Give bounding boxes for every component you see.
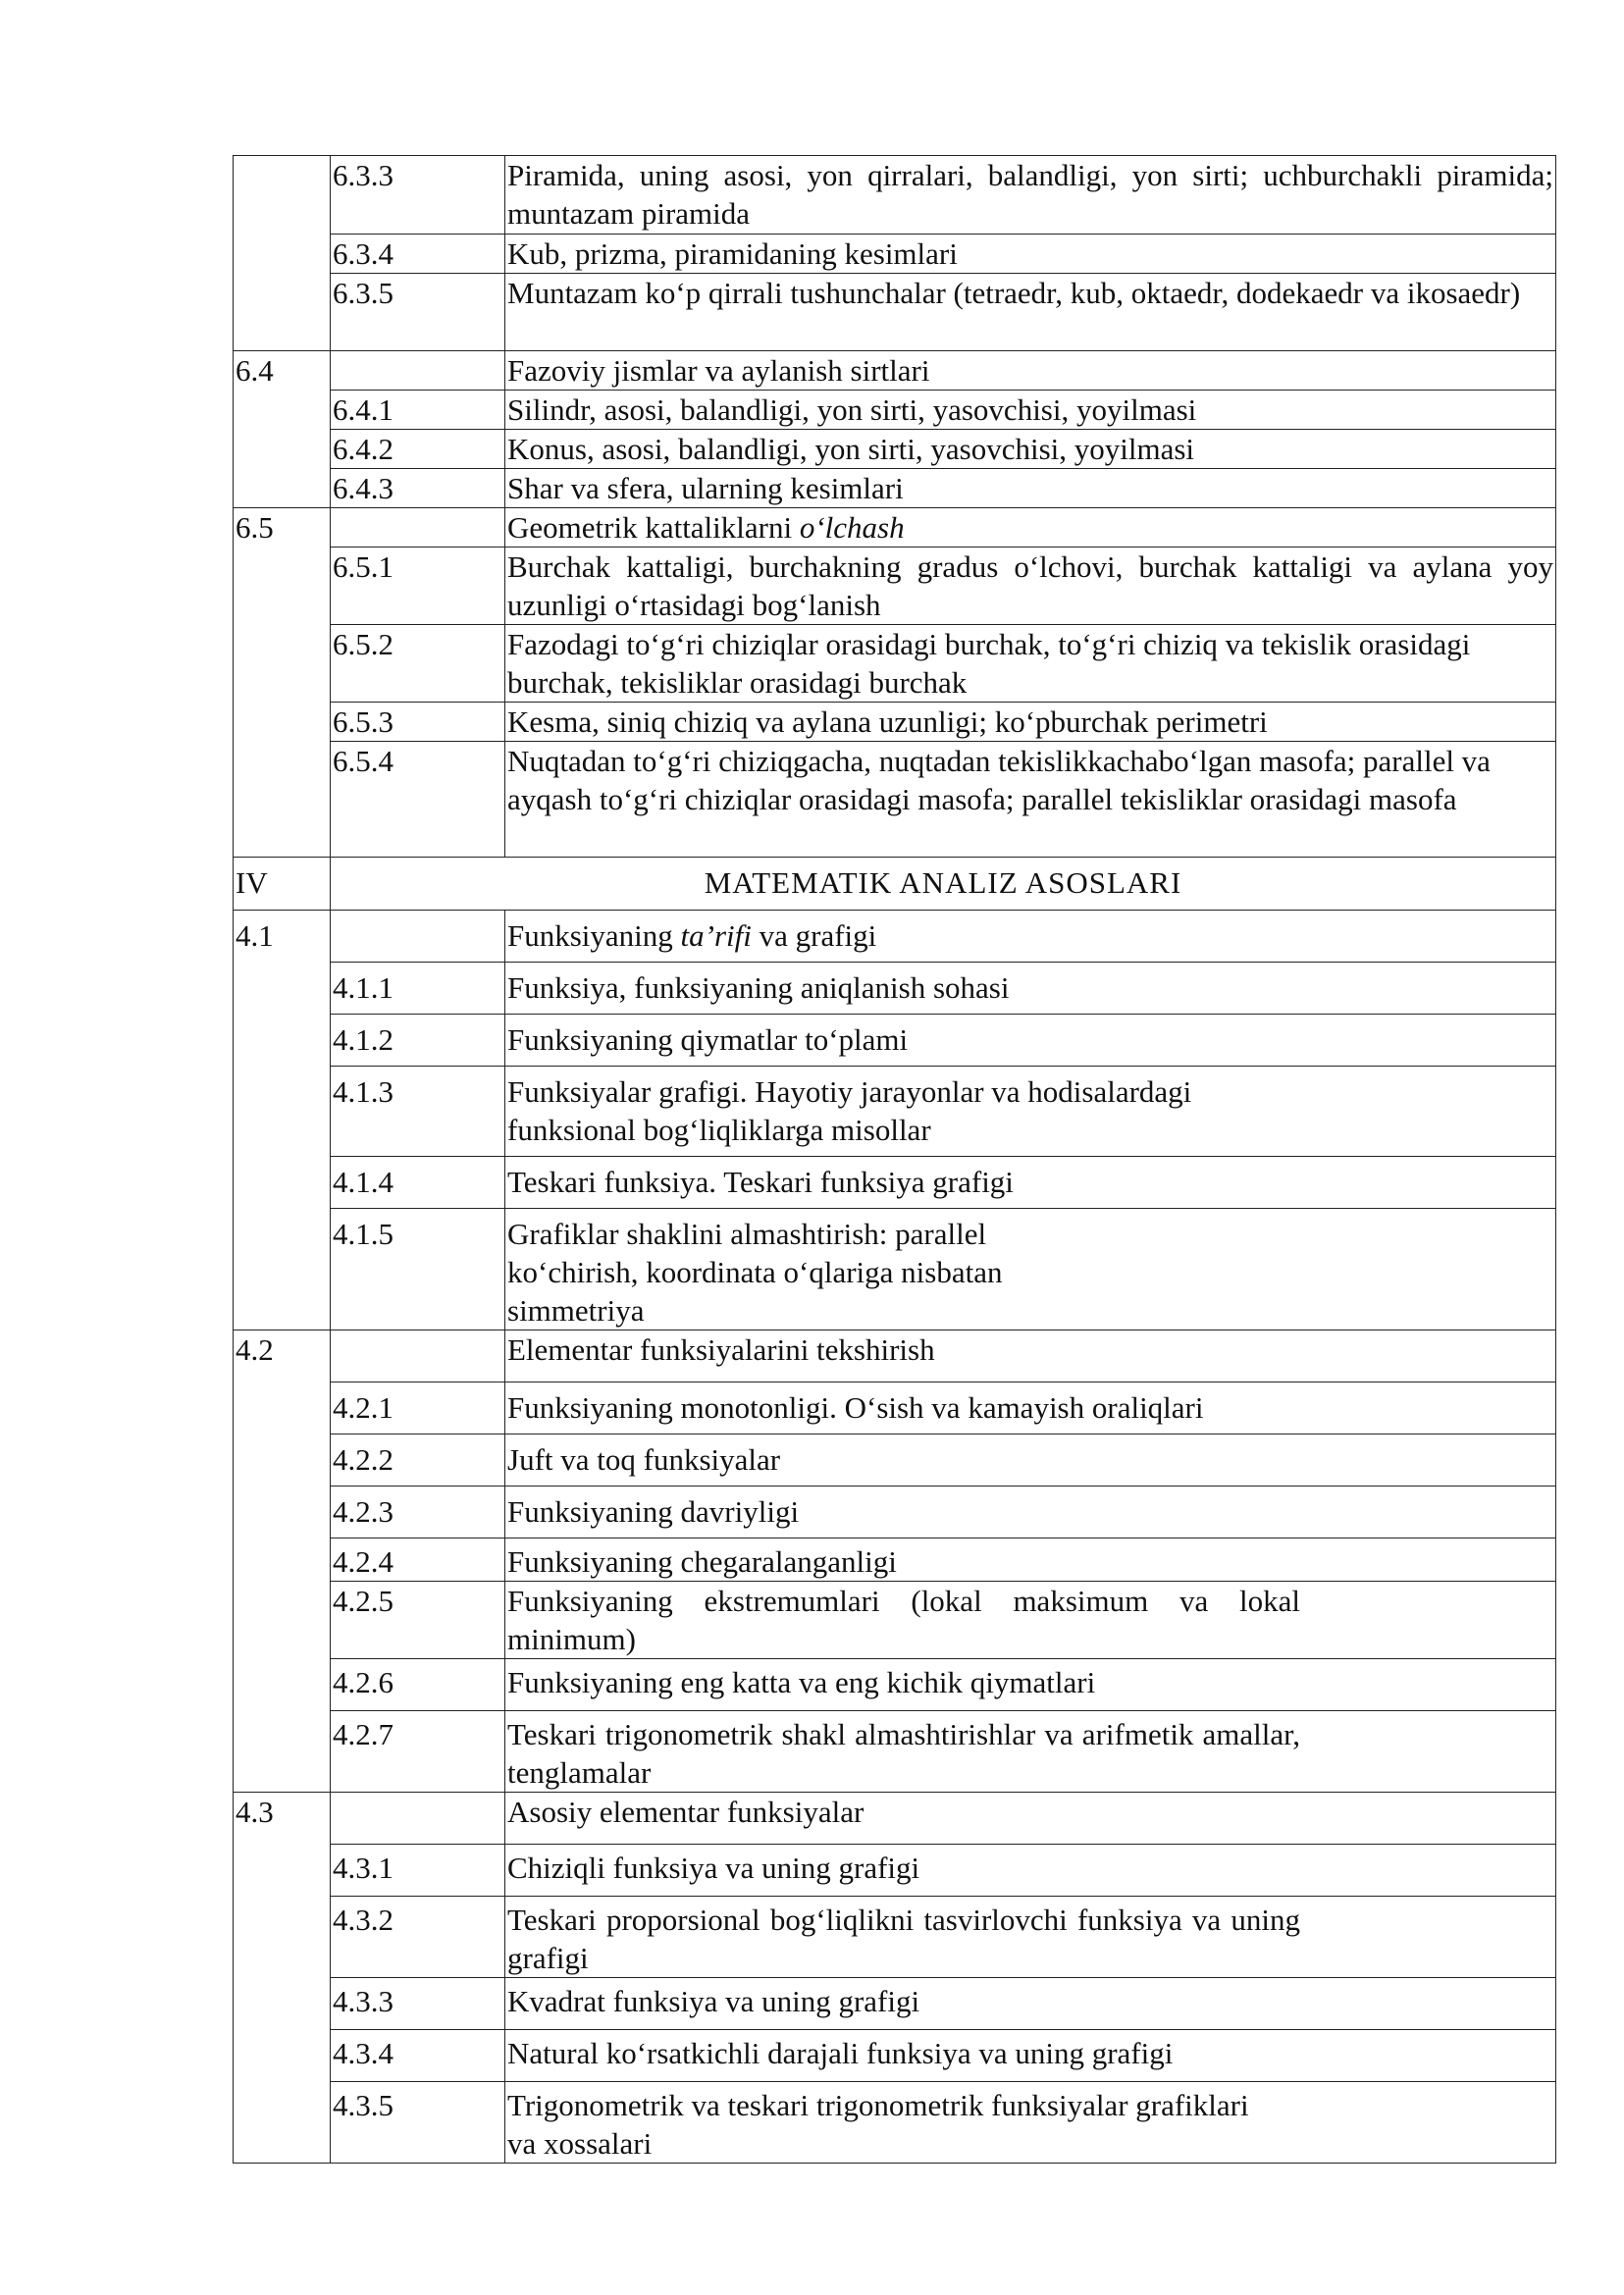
table-row bbox=[234, 156, 1556, 235]
text-cell: Funksiyaning eng katta va eng kichik qiymatlari bbox=[505, 1659, 1556, 1711]
text-cell: Konus, asosi, balandligi, yon sirti, yasovchisi, yoyilmasi bbox=[505, 430, 1556, 469]
table-row bbox=[234, 1157, 1556, 1209]
code-cell bbox=[331, 1793, 505, 1845]
text-cell: Teskari funksiya. Teskari funksiya grafigi bbox=[505, 1157, 1556, 1209]
code-cell: 4.2.7 bbox=[331, 1711, 505, 1793]
table-row bbox=[234, 508, 1556, 548]
text-cell: Fazoviy jismlar va aylanish sirtlari bbox=[505, 351, 1556, 391]
text-cell bbox=[505, 508, 1556, 548]
text-cell: Funksiyaning qiymatlar to‘plami bbox=[505, 1015, 1556, 1067]
text-cell: Nuqtadan to‘g‘ri chiziqgacha, nuqtadan tekislikkachabo‘lgan masofa; parallel va ayqash to‘g‘ri chiziqlar orasidagi masofa; parallel tekisliklar orasidagi masofa bbox=[505, 742, 1556, 858]
code-cell: 4.2.1 bbox=[331, 1382, 505, 1434]
table-row bbox=[234, 548, 1556, 625]
text-part: va grafigi bbox=[751, 918, 877, 953]
table-row bbox=[234, 274, 1556, 351]
text-cell: Asosiy elementar funksiyalar bbox=[505, 1793, 1556, 1845]
table-row bbox=[234, 430, 1556, 469]
table-row bbox=[234, 625, 1556, 703]
table-row bbox=[234, 1539, 1556, 1582]
curriculum-table bbox=[233, 155, 1556, 2164]
code-cell: 4.3.2 bbox=[331, 1897, 505, 1978]
table-row bbox=[234, 1659, 1556, 1711]
text-part-italic: ta’rifi bbox=[680, 918, 752, 953]
text-cell: Teskari proporsional bog‘liqlikni tasvirlovchi funksiya va uning grafigi bbox=[505, 1897, 1556, 1978]
text-cell: Trigonometrik va teskari trigonometrik funksiyalar grafiklari va xossalari bbox=[505, 2082, 1556, 2164]
code-cell: 4.2.6 bbox=[331, 1659, 505, 1711]
code-cell: 6.4.3 bbox=[331, 469, 505, 508]
text-cell: Natural ko‘rsatkichli darajali funksiya va uning grafigi bbox=[505, 2030, 1556, 2082]
table-row bbox=[234, 1067, 1556, 1157]
section-cell bbox=[234, 156, 331, 351]
section-cell: 6.4 bbox=[234, 351, 331, 508]
text-cell: Kub, prizma, piramidaning kesimlari bbox=[505, 235, 1556, 274]
table-row bbox=[234, 391, 1556, 430]
code-cell: 4.3.4 bbox=[331, 2030, 505, 2082]
text-cell: Silindr, asosi, balandligi, yon sirti, yasovchisi, yoyilmasi bbox=[505, 391, 1556, 430]
text-cell: Funksiyaning chegaralanganligi bbox=[505, 1539, 1556, 1582]
text-cell: Piramida, uning asosi, yon qirralari, balandligi, yon sirti; uchburchakli piramida; muntazam piramida bbox=[505, 156, 1556, 235]
table-row bbox=[234, 742, 1556, 858]
text-part: Geometrik kattaliklarni bbox=[507, 510, 800, 545]
table-row bbox=[234, 469, 1556, 508]
code-cell bbox=[331, 911, 505, 963]
table-row bbox=[234, 963, 1556, 1015]
text-cell: Funksiyaning ekstremumlari (lokal maksimum va lokal minimum) bbox=[505, 1582, 1556, 1659]
text-part-italic: o‘lchash bbox=[799, 510, 905, 545]
table-row bbox=[234, 2082, 1556, 2164]
table-row bbox=[234, 858, 1556, 911]
code-cell: 4.1.2 bbox=[331, 1015, 505, 1067]
text-cell: Teskari trigonometrik shakl almashtirishlar va arifmetik amallar, tenglamalar bbox=[505, 1711, 1556, 1793]
table-row bbox=[234, 1330, 1556, 1382]
code-cell: 4.1.1 bbox=[331, 963, 505, 1015]
code-cell: 6.5.2 bbox=[331, 625, 505, 703]
table-row bbox=[234, 703, 1556, 742]
code-cell bbox=[331, 1330, 505, 1382]
text-cell: Funksiya, funksiyaning aniqlanish sohasi bbox=[505, 963, 1556, 1015]
code-cell: 4.2.3 bbox=[331, 1487, 505, 1539]
table-row bbox=[234, 1434, 1556, 1487]
code-cell: 4.1.3 bbox=[331, 1067, 505, 1157]
code-cell bbox=[331, 351, 505, 391]
code-cell: 4.1.4 bbox=[331, 1157, 505, 1209]
section-cell: 4.3 bbox=[234, 1793, 331, 2164]
text-cell: Funksiyaning davriyligi bbox=[505, 1487, 1556, 1539]
text-cell: Kesma, siniq chiziq va aylana uzunligi; ko‘pburchak perimetri bbox=[505, 703, 1556, 742]
table-row bbox=[234, 1711, 1556, 1793]
text-cell: Burchak kattaligi, burchakning gradus o‘lchovi, burchak kattaligi va aylana yoy uzunligi o‘rtasidagi bog‘lanish bbox=[505, 548, 1556, 625]
text-cell: Chiziqli funksiya va uning grafigi bbox=[505, 1845, 1556, 1897]
code-cell: 6.3.5 bbox=[331, 274, 505, 351]
table-row bbox=[234, 911, 1556, 963]
code-cell: 6.4.1 bbox=[331, 391, 505, 430]
code-cell: 4.1.5 bbox=[331, 1209, 505, 1330]
text-cell: Funksiyaning monotonligi. O‘sish va kamayish oraliqlari bbox=[505, 1382, 1556, 1434]
code-cell: 4.3.5 bbox=[331, 2082, 505, 2164]
section-cell: 4.2 bbox=[234, 1330, 331, 1793]
text-cell: Elementar funksiyalarini tekshirish bbox=[505, 1330, 1556, 1382]
text-cell: Muntazam ko‘p qirrali tushunchalar (tetraedr, kub, oktaedr, dodekaedr va ikosaedr) bbox=[505, 274, 1556, 351]
table-row bbox=[234, 1897, 1556, 1978]
code-cell: 6.4.2 bbox=[331, 430, 505, 469]
table-row bbox=[234, 1793, 1556, 1845]
code-cell: 6.5.1 bbox=[331, 548, 505, 625]
text-cell: Funksiyalar grafigi. Hayotiy jarayonlar va hodisalardagi funksional bog‘liqliklarga misollar bbox=[505, 1067, 1556, 1157]
table-row bbox=[234, 351, 1556, 391]
text-cell: Shar va sfera, ularning kesimlari bbox=[505, 469, 1556, 508]
text-cell: Grafiklar shaklini almashtirish: parallel ko‘chirish, koordinata o‘qlariga nisbatan simmetriya bbox=[505, 1209, 1556, 1330]
code-cell: 6.5.3 bbox=[331, 703, 505, 742]
table-row bbox=[234, 1015, 1556, 1067]
code-cell bbox=[331, 508, 505, 548]
code-cell: 6.5.4 bbox=[331, 742, 505, 858]
text-cell bbox=[505, 911, 1556, 963]
code-cell: 6.3.4 bbox=[331, 235, 505, 274]
table-row bbox=[234, 235, 1556, 274]
table-row bbox=[234, 1382, 1556, 1434]
table-row bbox=[234, 1582, 1556, 1659]
table-row bbox=[234, 1209, 1556, 1330]
table-row bbox=[234, 2030, 1556, 2082]
code-cell: 4.2.2 bbox=[331, 1434, 505, 1487]
table-row bbox=[234, 1978, 1556, 2030]
table-row bbox=[234, 1487, 1556, 1539]
text-cell: Kvadrat funksiya va uning grafigi bbox=[505, 1978, 1556, 2030]
section-heading: MATEMATIK ANALIZ ASOSLARI bbox=[331, 858, 1556, 911]
text-cell: Juft va toq funksiyalar bbox=[505, 1434, 1556, 1487]
table-row bbox=[234, 1845, 1556, 1897]
text-part: Funksiyaning bbox=[507, 918, 681, 953]
code-cell: 4.3.1 bbox=[331, 1845, 505, 1897]
text-cell: Fazodagi to‘g‘ri chiziqlar orasidagi burchak, to‘g‘ri chiziq va tekislik orasidagi burchak, tekisliklar orasidagi burchak bbox=[505, 625, 1556, 703]
code-cell: 4.3.3 bbox=[331, 1978, 505, 2030]
roman-numeral-cell: IV bbox=[234, 858, 331, 911]
code-cell: 6.3.3 bbox=[331, 156, 505, 235]
section-cell: 6.5 bbox=[234, 508, 331, 858]
section-cell: 4.1 bbox=[234, 911, 331, 1330]
code-cell: 4.2.5 bbox=[331, 1582, 505, 1659]
code-cell: 4.2.4 bbox=[331, 1539, 505, 1582]
